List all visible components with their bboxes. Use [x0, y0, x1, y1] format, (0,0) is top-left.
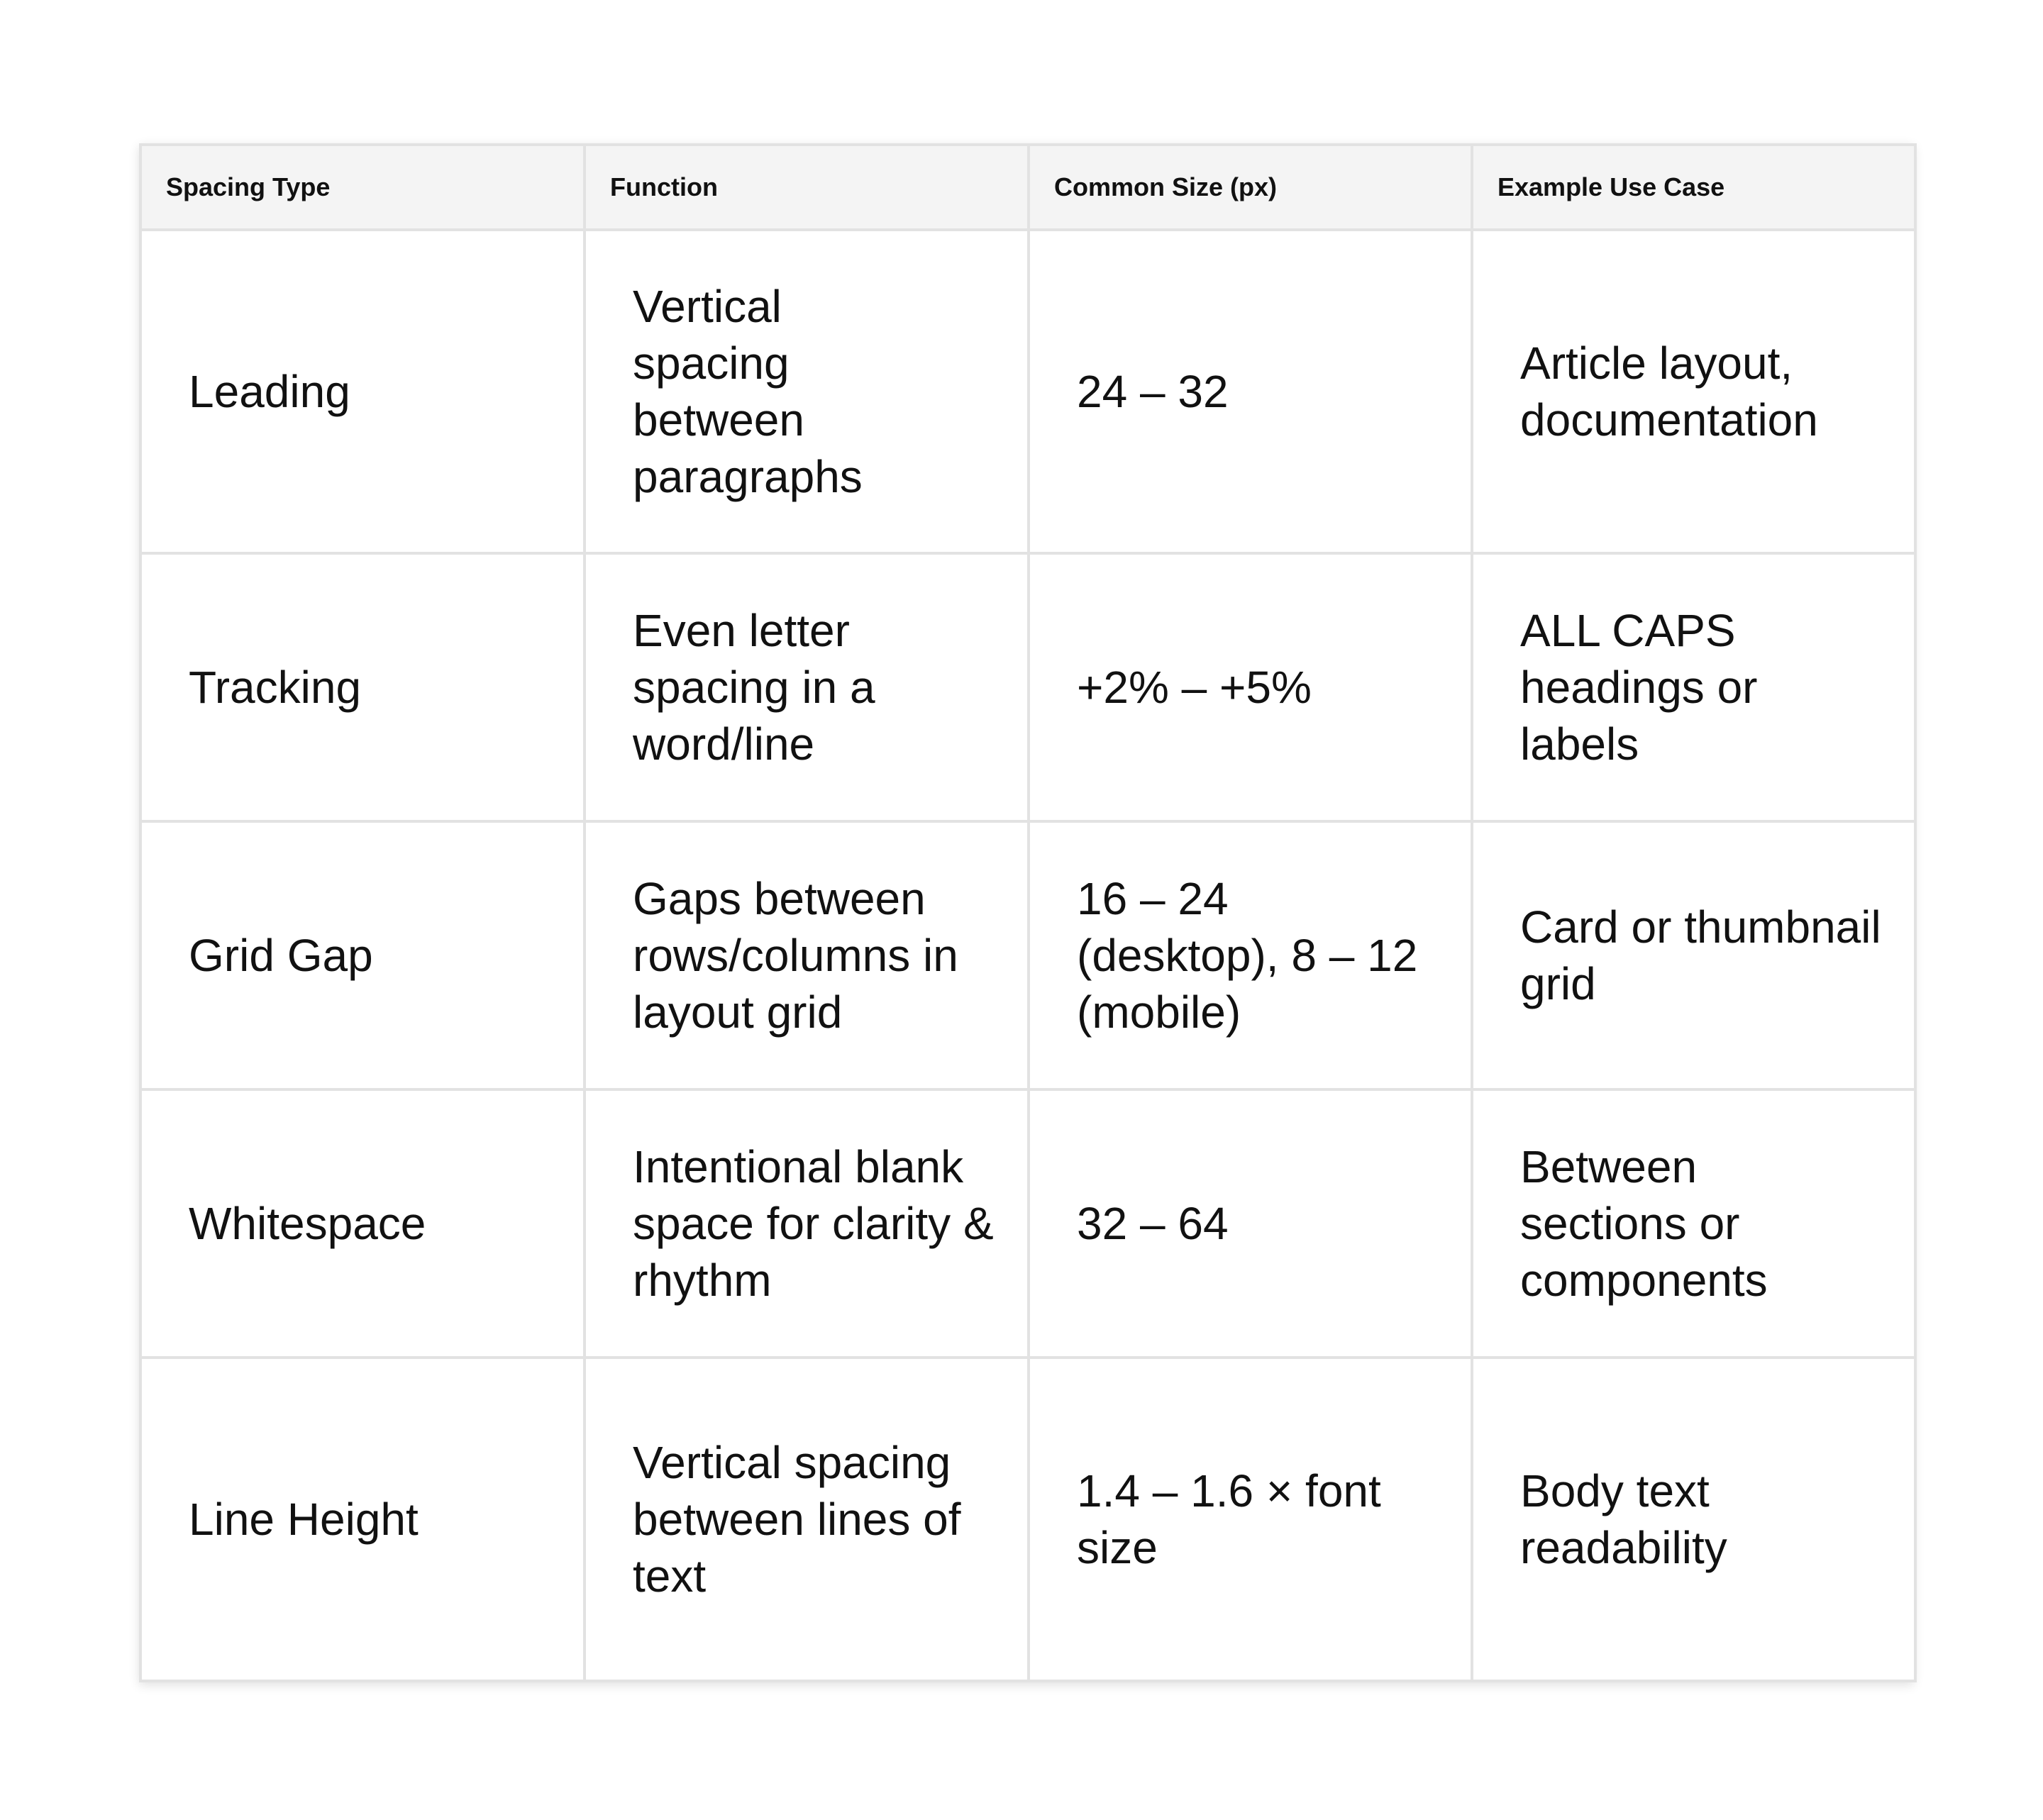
- cell-example-use-case: Article layout, documentation: [1472, 230, 1915, 553]
- cell-example-use-case: ALL CAPS headings or labels: [1472, 553, 1915, 821]
- cell-common-size: 1.4 – 1.6 × font size: [1029, 1358, 1472, 1681]
- spacing-table-container: [139, 143, 1914, 1682]
- cell-example-use-case: Body text readability: [1472, 1358, 1915, 1681]
- table-body: [140, 230, 1915, 1681]
- table-row: [140, 1358, 1915, 1681]
- cell-function: Intentional blank space for clarity & rhythm: [585, 1089, 1029, 1358]
- cell-function: Vertical spacing between paragraphs: [585, 230, 1029, 553]
- table-row: [140, 230, 1915, 553]
- cell-example-use-case: Between sections or components: [1472, 1089, 1915, 1358]
- cell-function: Gaps between rows/columns in layout grid: [585, 821, 1029, 1089]
- header-example-use-case: Example Use Case: [1472, 145, 1915, 230]
- cell-spacing-type: Line Height: [140, 1358, 585, 1681]
- table-row: [140, 1089, 1915, 1358]
- header-row: [140, 145, 1915, 230]
- cell-example-use-case: Card or thumbnail grid: [1472, 821, 1915, 1089]
- cell-function: Even letter spacing in a word/line: [585, 553, 1029, 821]
- spacing-table: [139, 143, 1917, 1682]
- table-header: [140, 145, 1915, 230]
- cell-common-size: 24 – 32: [1029, 230, 1472, 553]
- header-function: Function: [585, 145, 1029, 230]
- cell-spacing-type: Leading: [140, 230, 585, 553]
- header-spacing-type: Spacing Type: [140, 145, 585, 230]
- cell-spacing-type: Tracking: [140, 553, 585, 821]
- header-common-size: Common Size (px): [1029, 145, 1472, 230]
- cell-common-size: 16 – 24 (desktop), 8 – 12 (mobile): [1029, 821, 1472, 1089]
- cell-common-size: +2% – +5%: [1029, 553, 1472, 821]
- cell-common-size: 32 – 64: [1029, 1089, 1472, 1358]
- cell-function: Vertical spacing between lines of text: [585, 1358, 1029, 1681]
- table-row: [140, 821, 1915, 1089]
- table-row: [140, 553, 1915, 821]
- cell-spacing-type: Grid Gap: [140, 821, 585, 1089]
- cell-spacing-type: Whitespace: [140, 1089, 585, 1358]
